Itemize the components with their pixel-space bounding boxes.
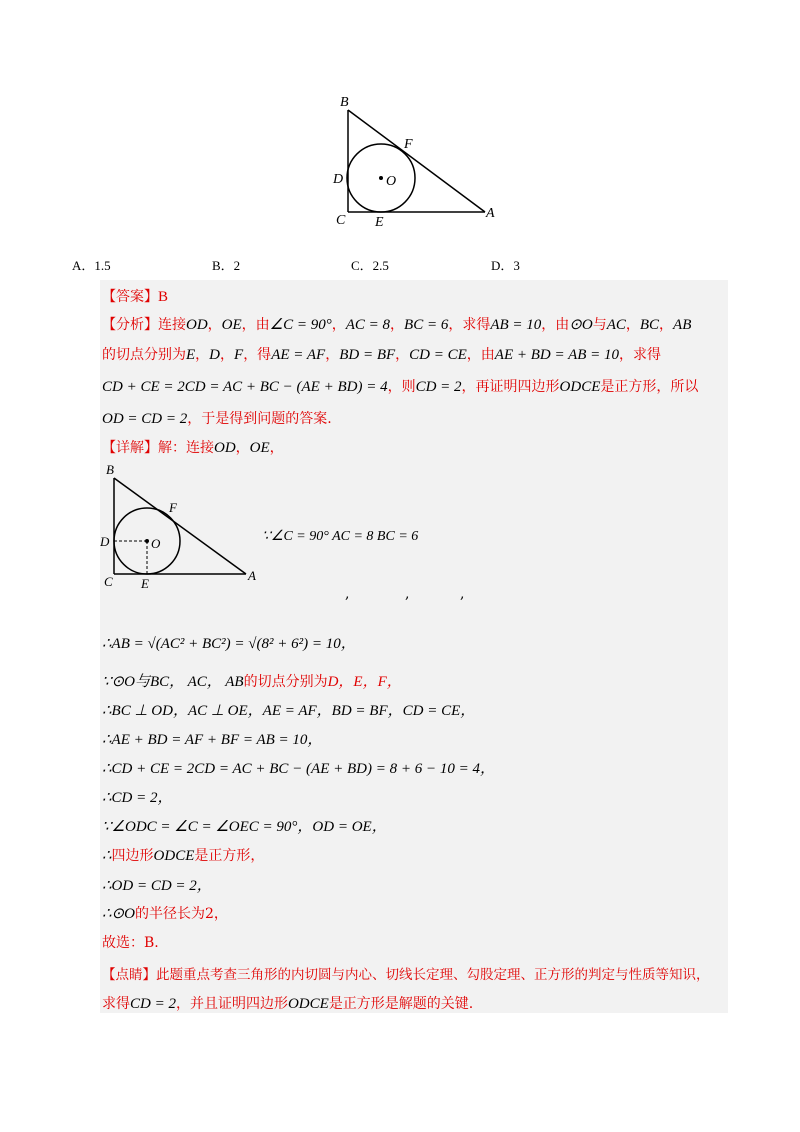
math: AC bbox=[606, 317, 626, 333]
choice-letter: A． bbox=[72, 258, 95, 273]
choice-letter: B． bbox=[212, 258, 234, 273]
text: 求得 bbox=[102, 996, 130, 1012]
label-c: C bbox=[104, 574, 113, 589]
text: ， bbox=[269, 440, 284, 456]
math: AB bbox=[673, 317, 692, 333]
math: AB = 10 bbox=[490, 317, 542, 333]
math: D，E，F， bbox=[327, 674, 402, 690]
text: 的半径长为2， bbox=[134, 906, 228, 922]
text: ，由 bbox=[241, 317, 270, 333]
text: ， bbox=[195, 347, 210, 363]
math: OD bbox=[186, 317, 208, 333]
text: ，于是得到问题的答案. bbox=[187, 411, 332, 427]
label-c: C bbox=[336, 213, 346, 228]
text: 连接 bbox=[158, 317, 186, 333]
final-choice: 故选：B. bbox=[102, 935, 159, 951]
triangle-incircle-figure bbox=[328, 90, 508, 230]
label-f: F bbox=[169, 500, 177, 515]
step-6: ∴CD = 2， bbox=[102, 790, 173, 806]
math: E bbox=[186, 347, 196, 363]
choice-c bbox=[351, 255, 389, 274]
math: ∠C = 90° bbox=[269, 317, 332, 333]
step-2 bbox=[102, 670, 402, 691]
answer-value: B bbox=[158, 289, 169, 305]
choice-value: 2.5 bbox=[372, 258, 389, 273]
step-9: ∴OD = CD = 2， bbox=[102, 878, 212, 894]
text: ， bbox=[395, 347, 410, 363]
center-dot bbox=[379, 176, 383, 180]
label-e: E bbox=[141, 576, 149, 590]
given-conditions: ∵∠C = 90° AC = 8 BC = 6 bbox=[262, 529, 419, 544]
math: AC = 8 bbox=[345, 317, 391, 333]
answer-tag: 【答案】 bbox=[102, 289, 158, 305]
math: CD = 2 bbox=[415, 379, 462, 395]
text: ，并且证明四边形 bbox=[175, 996, 288, 1012]
text: 与 bbox=[592, 317, 607, 333]
math: AE = AF bbox=[271, 347, 326, 363]
analysis-line-1 bbox=[102, 314, 691, 334]
step-3: ∴BC ⊥ OD，AC ⊥ OE，AE = AF，BD = BF，CD = CE， bbox=[102, 703, 476, 719]
text: 的切点分别为 bbox=[243, 674, 328, 690]
text: ， bbox=[659, 317, 674, 333]
math: CD + CE = 2CD = AC + BC − (AE + BD) = 4 bbox=[102, 379, 388, 395]
label-a: A bbox=[486, 206, 495, 221]
text: 解：连接 bbox=[158, 440, 214, 456]
math: BD = BF bbox=[339, 347, 396, 363]
comma: , bbox=[460, 586, 465, 602]
math: OD bbox=[214, 440, 236, 456]
text: ， bbox=[325, 347, 340, 363]
comment-tag: 【点睛】 bbox=[102, 967, 156, 983]
text: ，求得 bbox=[619, 347, 662, 363]
choice-value: 1.5 bbox=[94, 258, 111, 273]
side-ab bbox=[348, 110, 485, 212]
comma: , bbox=[345, 586, 350, 602]
math: ODCE bbox=[559, 379, 601, 395]
choice-letter: D． bbox=[491, 258, 514, 273]
label-a: A bbox=[248, 568, 256, 583]
step-7: ∵∠ODC = ∠C = ∠OEC = 90°，OD = OE， bbox=[102, 819, 387, 835]
math: ODCE bbox=[287, 996, 329, 1012]
text: 此题重点考查三角形的内切圆与内心、切线长定理、勾股定理、正方形的判定与性质等知识， bbox=[156, 967, 710, 983]
side-ab bbox=[114, 478, 246, 574]
label-d: D bbox=[100, 534, 110, 549]
comment-line-2 bbox=[102, 993, 473, 1013]
analysis-line-2 bbox=[102, 344, 661, 364]
math: BC = 6 bbox=[404, 317, 449, 333]
analysis-tag: 【分析】 bbox=[102, 317, 158, 333]
text: 是正方形是解题的关键. bbox=[328, 996, 474, 1012]
step-4: ∴AE + BD = AF + BF = AB = 10， bbox=[102, 732, 323, 748]
choice-b bbox=[212, 255, 240, 274]
text: 的切点分别为 bbox=[102, 347, 186, 363]
comment-line-1 bbox=[102, 963, 710, 983]
text: ， bbox=[390, 317, 405, 333]
text: ， bbox=[235, 440, 250, 456]
label-d: D bbox=[333, 172, 344, 187]
choice-letter: C． bbox=[351, 258, 373, 273]
text: ，则 bbox=[387, 379, 416, 395]
choice-a bbox=[72, 255, 111, 274]
math: D bbox=[209, 347, 221, 363]
text: ，再证明四边形 bbox=[461, 379, 560, 395]
math: ODCE bbox=[153, 848, 195, 864]
math: ∵⊙O与BC， AC， AB bbox=[102, 674, 244, 690]
label-b: B bbox=[340, 95, 349, 110]
math: ⊙O bbox=[569, 317, 593, 333]
math: OE bbox=[221, 317, 242, 333]
label-b: B bbox=[106, 462, 114, 477]
math: AE + BD = AB = 10 bbox=[494, 347, 620, 363]
answer-line bbox=[102, 286, 168, 306]
math: OE bbox=[249, 440, 270, 456]
text: ， bbox=[207, 317, 222, 333]
analysis-line-3 bbox=[102, 376, 698, 396]
step-8 bbox=[102, 845, 264, 865]
math: BC bbox=[639, 317, 660, 333]
center-dot bbox=[145, 539, 149, 543]
text: ，得 bbox=[243, 347, 272, 363]
math: F bbox=[234, 347, 244, 363]
text: 四边形 bbox=[111, 848, 154, 864]
step-10 bbox=[102, 903, 228, 923]
text: ，求得 bbox=[448, 317, 491, 333]
math: OD = CD = 2 bbox=[102, 411, 188, 427]
text: 是正方形， bbox=[194, 848, 265, 864]
label-o: O bbox=[386, 174, 397, 189]
step-5: ∴CD + CE = 2CD = AC + BC − (AE + BD) = 8 + 6 − 10 = 4， bbox=[102, 761, 495, 777]
step-1: ∴AB = √(AC² + BC²) = √(8² + 6²) = 10， bbox=[102, 636, 356, 652]
label-f: F bbox=[404, 137, 413, 152]
text: ，由 bbox=[541, 317, 570, 333]
text: ， bbox=[625, 317, 640, 333]
text: ，由 bbox=[466, 347, 495, 363]
choice-d bbox=[491, 255, 520, 274]
math: ∴⊙O bbox=[102, 906, 135, 922]
analysis-line-4 bbox=[102, 408, 332, 428]
choice-value: 3 bbox=[513, 258, 520, 273]
text: ， bbox=[331, 317, 346, 333]
math: CD = 2 bbox=[130, 996, 176, 1012]
detail-tag: 【详解】 bbox=[102, 440, 158, 456]
choice-value: 2 bbox=[233, 258, 241, 273]
detail-line-1 bbox=[102, 437, 284, 457]
math: CD = CE bbox=[409, 347, 467, 363]
text: ， bbox=[220, 347, 235, 363]
text: 是正方形，所以 bbox=[600, 379, 699, 395]
comma: , bbox=[405, 586, 410, 602]
label-o: O bbox=[151, 536, 161, 551]
detail-figure bbox=[100, 462, 270, 590]
math: ∴ bbox=[102, 848, 112, 864]
label-e: E bbox=[375, 215, 384, 230]
answer-choices bbox=[0, 255, 800, 275]
